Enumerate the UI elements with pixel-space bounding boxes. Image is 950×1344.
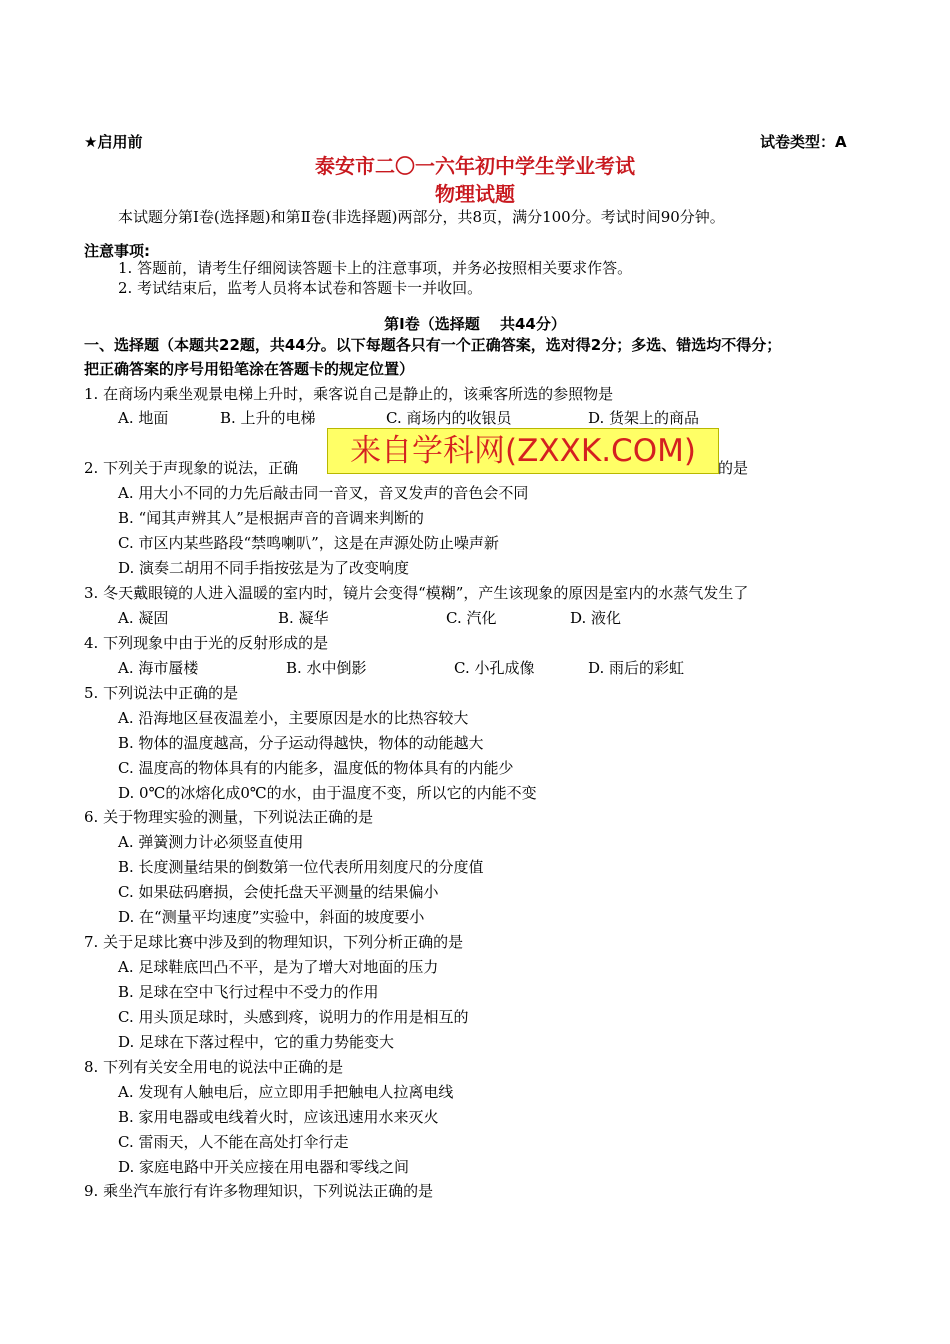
question-stem: 3. 冬天戴眼镜的人进入温暖的室内时，镜片会变得“模糊”，产生该现象的原因是室内的水蒸气发生了 (84, 584, 749, 602)
question-stem: 7. 关于足球比赛中涉及到的物理知识，下列分析正确的是 (84, 933, 464, 951)
option: D. 足球在下落过程中，它的重力势能变大 (118, 1033, 395, 1051)
option: C. 商场内的收银员 (386, 409, 512, 427)
section-title: 第Ⅰ卷（选择题 共44分） (384, 315, 566, 333)
option: D. 在“测量平均速度”实验中，斜面的坡度要小 (118, 908, 425, 926)
watermark-banner: 来自学科网(ZXXK.COM) (327, 428, 719, 474)
option: A. 海市蜃楼 (118, 659, 199, 677)
question-stem: 9. 乘坐汽车旅行有许多物理知识，下列说法正确的是 (84, 1182, 434, 1200)
option: C. 如果砝码磨损，会使托盘天平测量的结果偏小 (118, 883, 439, 901)
option: A. 沿海地区昼夜温差小，主要原因是水的比热容较大 (118, 709, 469, 727)
section-instruction: 把正确答案的序号用铅笔涂在答题卡的规定位置） (84, 360, 415, 378)
option: A. 用大小不同的力先后敲击同一音叉，音叉发声的音色会不同 (118, 484, 529, 502)
option: A. 地面 (118, 409, 169, 427)
option: A. 凝固 (118, 609, 169, 627)
option: D. 雨后的彩虹 (588, 659, 685, 677)
option: D. 0℃的冰熔化成0℃的水，由于温度不变，所以它的内能不变 (118, 784, 537, 802)
option: B. 水中倒影 (286, 659, 367, 677)
option: B. 家用电器或电线着火时，应该迅速用水来灭火 (118, 1108, 439, 1126)
exam-intro: 本试题分第Ⅰ卷(选择题)和第Ⅱ卷(非选择题)两部分，共8页，满分100分。考试时间90分钟。 (118, 208, 725, 226)
exam-title: 泰安市二〇一六年初中学生学业考试 (315, 154, 635, 178)
option: B. 物体的温度越高，分子运动得越快，物体的动能越大 (118, 734, 484, 752)
option: B. 上升的电梯 (220, 409, 316, 427)
option: A. 足球鞋底凹凸不平，是为了增大对地面的压力 (118, 958, 439, 976)
note-item: 2. 考试结束后，监考人员将本试卷和答题卡一并收回。 (118, 279, 483, 297)
option: B. 凝华 (278, 609, 329, 627)
section-instruction: 一、选择题（本题共22题，共44分。以下每题各只有一个正确答案，选对得2分；多选、错选均不得分； (84, 336, 782, 354)
option: A. 发现有人触电后，应立即用手把触电人拉离电线 (118, 1083, 454, 1101)
option: B. “闻其声辨其人”是根据声音的音调来判断的 (118, 509, 424, 527)
question-stem: 5. 下列说法中正确的是 (84, 684, 239, 702)
option: A. 弹簧测力计必须竖直使用 (118, 833, 304, 851)
option: C. 用头顶足球时，头感到疼，说明力的作用是相互的 (118, 1008, 469, 1026)
notes-heading: 注意事项: (84, 242, 150, 260)
option: C. 市区内某些路段“禁鸣喇叭”，这是在声源处防止噪声新 (118, 534, 499, 552)
confidential-mark: ★启用前 (84, 133, 143, 151)
option: C. 小孔成像 (454, 659, 535, 677)
option: D. 货架上的商品 (588, 409, 700, 427)
option: C. 汽化 (446, 609, 497, 627)
question-stem: 4. 下列现象中由于光的反射形成的是 (84, 634, 329, 652)
option: D. 家庭电路中开关应接在用电器和零线之间 (118, 1158, 410, 1176)
option: D. 演奏二胡用不同手指按弦是为了改变响度 (118, 559, 410, 577)
question-stem: 8. 下列有关安全用电的说法中正确的是 (84, 1058, 344, 1076)
option: C. 温度高的物体具有的内能多，温度低的物体具有的内能少 (118, 759, 514, 777)
option: B. 足球在空中飞行过程中不受力的作用 (118, 983, 379, 1001)
question-stem: 2. 下列关于声现象的说法，正确 (84, 459, 299, 477)
option: B. 长度测量结果的倒数第一位代表所用刻度尺的分度值 (118, 858, 484, 876)
note-item: 1. 答题前，请考生仔细阅读答题卡上的注意事项，并务必按照相关要求作答。 (118, 259, 633, 277)
option: D. 液化 (570, 609, 622, 627)
question-stem: 1. 在商场内乘坐观景电梯上升时，乘客说自己是静止的，该乘客所选的参照物是 (84, 385, 614, 403)
option: C. 雷雨天，人不能在高处打伞行走 (118, 1133, 349, 1151)
paper-type: 试卷类型：A (760, 133, 847, 151)
question-stem: 6. 关于物理实验的测量，下列说法正确的是 (84, 808, 374, 826)
exam-subtitle: 物理试题 (435, 182, 515, 206)
question-stem-tail: 的是 (718, 459, 749, 477)
